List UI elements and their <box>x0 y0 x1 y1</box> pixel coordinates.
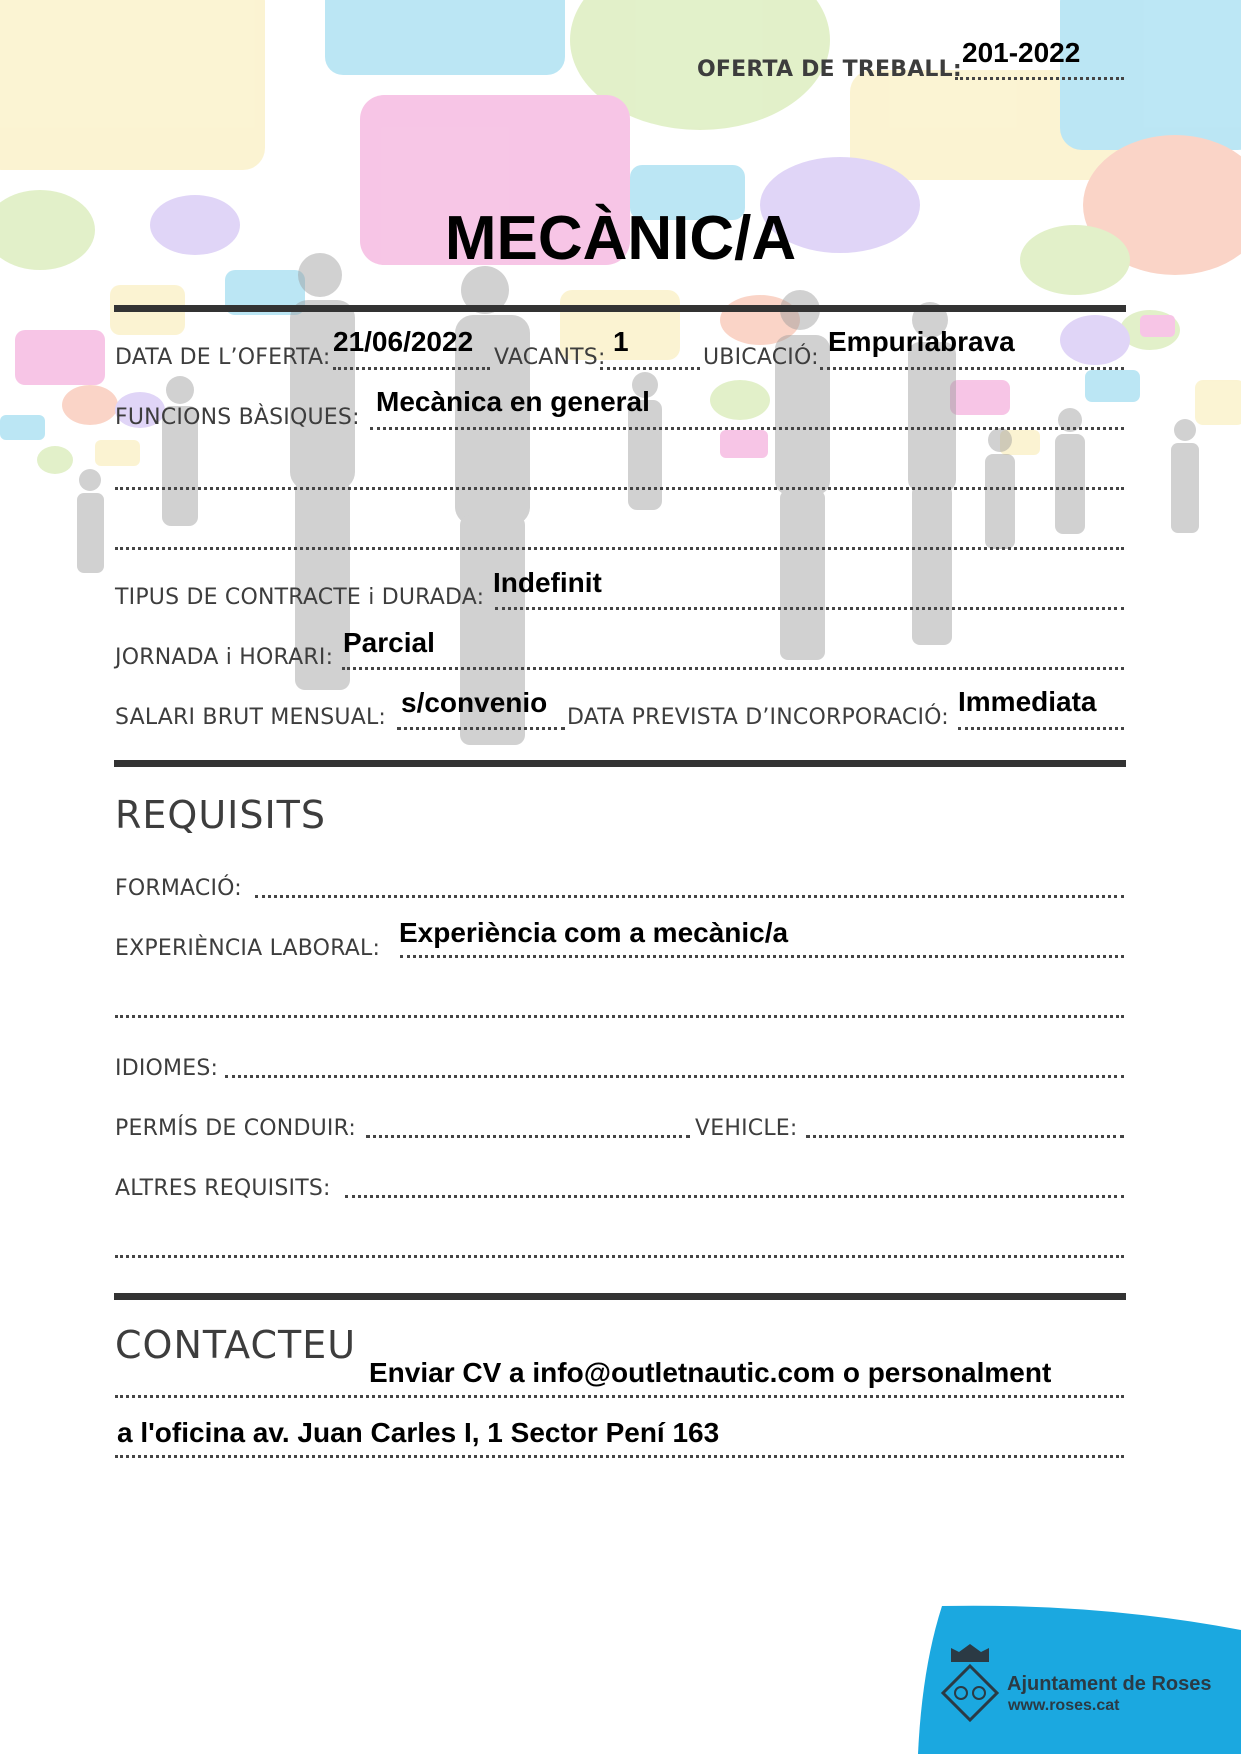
job-title: MECÀNIC/A <box>444 204 797 273</box>
schedule-label: JORNADA i HORARI: <box>115 645 334 670</box>
offer-date-label: DATA DE L’OFERTA: <box>115 345 331 370</box>
contract-value: Indefinit <box>493 567 602 598</box>
vacancies-label: VACANTS: <box>494 345 606 370</box>
training-label: FORMACIÓ: <box>115 876 242 901</box>
vehicle-line <box>806 1135 1124 1138</box>
contact-heading: CONTACTEU <box>115 1323 357 1367</box>
functions-line-3 <box>115 547 1124 550</box>
details-divider <box>114 760 1126 767</box>
contract-label: TIPUS DE CONTRACTE i DURADA: <box>115 585 485 610</box>
contract-line <box>495 607 1124 610</box>
vehicle-label: VEHICLE: <box>695 1116 798 1141</box>
offer-date-value: 21/06/2022 <box>333 326 474 357</box>
offer-number-line <box>955 77 1124 80</box>
start-date-label: DATA PREVISTA D’INCORPORACIÓ: <box>567 705 949 730</box>
schedule-value: Parcial <box>343 627 435 658</box>
experience-line <box>400 955 1124 958</box>
location-label: UBICACIÓ: <box>703 345 819 370</box>
functions-label: FUNCIONS BÀSIQUES: <box>115 405 360 430</box>
offer-date-line <box>333 367 490 370</box>
functions-value: Mecànica en general <box>376 386 650 417</box>
training-line <box>255 895 1124 898</box>
functions-line-2 <box>115 487 1124 490</box>
org-name: Ajuntament de Roses <box>1007 1673 1212 1695</box>
schedule-line <box>342 667 1124 670</box>
languages-label: IDIOMES: <box>115 1056 219 1081</box>
vacancies-line <box>600 367 700 370</box>
salary-line <box>397 727 565 730</box>
contact-text-line-2: a l'oficina av. Juan Carles I, 1 Sector Pení 163 <box>117 1417 720 1448</box>
experience-line-2 <box>115 1015 1124 1018</box>
org-website-link[interactable]: www.roses.cat <box>1008 1697 1120 1714</box>
location-line <box>820 367 1124 370</box>
start-date-line <box>958 727 1124 730</box>
languages-line <box>225 1075 1124 1078</box>
other-requirements-label: ALTRES REQUISITS: <box>115 1176 331 1201</box>
contact-line-2 <box>115 1455 1124 1458</box>
requirements-heading: REQUISITS <box>115 793 327 837</box>
header-divider <box>114 305 1126 312</box>
contact-text-line-1: Enviar CV a info@outletnautic.com o personalment <box>369 1357 1052 1388</box>
functions-line <box>370 427 1124 430</box>
roses-crest-icon <box>939 1640 1001 1722</box>
offer-number-label: OFERTA DE TREBALL: <box>697 57 962 82</box>
start-date-value: Immediata <box>958 686 1097 717</box>
other-requirements-line-2 <box>115 1255 1124 1258</box>
other-requirements-line <box>345 1195 1124 1198</box>
salary-value: s/convenio <box>401 687 548 718</box>
offer-number: 201-2022 <box>962 37 1081 68</box>
vacancies-value: 1 <box>613 326 629 357</box>
license-line <box>366 1135 690 1138</box>
experience-label: EXPERIÈNCIA LABORAL: <box>115 936 381 961</box>
experience-value: Experiència com a mecànic/a <box>399 917 789 948</box>
contact-line-1 <box>115 1395 1124 1398</box>
location-value: Empuriabrava <box>828 326 1015 357</box>
license-label: PERMÍS DE CONDUIR: <box>115 1116 357 1141</box>
requirements-divider <box>114 1293 1126 1300</box>
salary-label: SALARI BRUT MENSUAL: <box>115 705 387 730</box>
